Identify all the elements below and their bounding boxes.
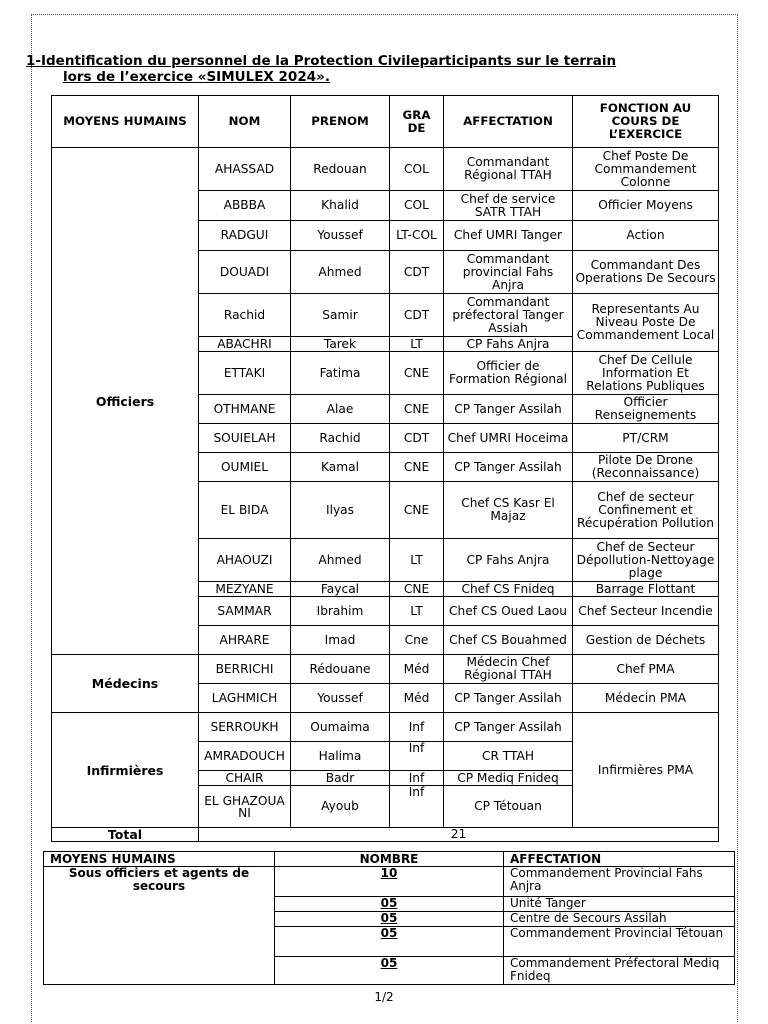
cell-nom: SERROUKH [199,713,291,742]
title-line-1: 1-Identification du personnel de la Protection Civileparticipants sur le terrain [26,53,617,69]
cell-prenom: Khalid [291,191,390,221]
table-row [52,655,719,684]
cell-affectation: Chef CS Kasr El Majaz [444,482,573,539]
cell-grade: Méd [390,655,444,684]
cell-affectation: Commandant provincial Fahs Anjra [444,251,573,294]
header-fonction: FONCTION AU COURS DE L’EXERCICE [573,96,719,148]
cell-grade: CNE [390,453,444,482]
summary-category: Sous officiers et agents de secours [44,867,275,985]
cell-affectation: Chef UMRI Hoceima [444,424,573,453]
cell-affectation: Chef CS Bouahmed [444,626,573,655]
table-row [52,713,719,742]
cell-nom: RADGUI [199,221,291,251]
cell-nom: EL BIDA [199,482,291,539]
cell-prenom: Rédouane [291,655,390,684]
cell-affectation: Commandant préfectoral Tanger Assiah [444,294,573,337]
cell-prenom: Samir [291,294,390,337]
cell-nom: ETTAKI [199,352,291,395]
cell-grade: COL [390,148,444,191]
cell-fonction: Chef Secteur Incendie [573,597,719,626]
cell-nom: AHAOUZI [199,539,291,582]
cell-nom: ABACHRI [199,337,291,352]
cell-grade: CNE [390,352,444,395]
cell-prenom: Badr [291,771,390,786]
cell-nom: AHRARE [199,626,291,655]
cell-prenom: Ayoub [291,786,390,828]
cell-prenom: Kamal [291,453,390,482]
cell-fonction: Action [573,221,719,251]
cell-prenom: Fatima [291,352,390,395]
personnel-table [51,95,719,842]
cell-affectation: CP Mediq Fnideq [444,771,573,786]
cell-affectation: CP Fahs Anjra [444,337,573,352]
cell-fonction: Médecin PMA [573,684,719,713]
cell-affectation: CR TTAH [444,742,573,771]
cell-fonction: Pilote De Drone (Reconnaissance) [573,453,719,482]
cell-nom: CHAIR [199,771,291,786]
cell-grade: LT [390,337,444,352]
cell-prenom: Ahmed [291,251,390,294]
cell-grade: COL [390,191,444,221]
cell-fonction: Infirmières PMA [573,713,719,828]
summary-affectation: Commandement Provincial Tétouan [504,927,735,957]
header-nom: NOM [199,96,291,148]
cell-grade: LT-COL [390,221,444,251]
cell-prenom: Alae [291,395,390,424]
cell-grade: CNE [390,395,444,424]
cell-prenom: Imad [291,626,390,655]
cell-prenom: Faycal [291,582,390,597]
cell-grade: Inf [390,713,444,742]
cell-grade: Inf [390,771,444,786]
header-prenom: PRENOM [291,96,390,148]
cell-grade: Cne [390,626,444,655]
cell-affectation: Chef CS Fnideq [444,582,573,597]
table-header-row [52,96,719,148]
cell-grade: Inf [390,786,444,828]
cell-nom: SAMMAR [199,597,291,626]
summary-row [44,867,735,897]
cell-fonction: Chef de secteur Confinement et Récupération Pollution [573,482,719,539]
summary-affectation: Centre de Secours Assilah [504,912,735,927]
cell-fonction: Representants Au Niveau Poste De Commandement Local [573,294,719,352]
cell-fonction: Chef de Secteur Dépollution-Nettoyage plage [573,539,719,582]
summary-nombre: 10 [275,867,504,897]
header-affectation: AFFECTATION [444,96,573,148]
cell-prenom: Oumaima [291,713,390,742]
cell-affectation: Commandant Régional TTAH [444,148,573,191]
cell-fonction: Officier Moyens [573,191,719,221]
summary-nombre: 05 [275,927,504,957]
cell-grade: CDT [390,424,444,453]
cell-affectation: CP Tanger Assilah [444,684,573,713]
summary-header-row [44,852,735,867]
cell-affectation: CP Tanger Assilah [444,713,573,742]
cell-grade: CNE [390,582,444,597]
cell-fonction: Commandant Des Operations De Secours [573,251,719,294]
summary-affectation: Commandement Provincial Fahs Anjra [504,867,735,897]
total-value: 21 [199,828,719,842]
summary-header-moyens: MOYENS HUMAINS [44,852,275,867]
summary-nombre: 05 [275,897,504,912]
cell-prenom: Youssef [291,221,390,251]
cell-prenom: Ibrahim [291,597,390,626]
summary-nombre: 05 [275,957,504,985]
table-row [52,148,719,191]
cell-fonction: PT/CRM [573,424,719,453]
cell-grade: CDT [390,294,444,337]
cell-affectation: Chef de service SATR TTAH [444,191,573,221]
summary-nombre: 05 [275,912,504,927]
cell-grade: CNE [390,482,444,539]
cell-prenom: Halima [291,742,390,771]
total-row [52,828,719,842]
cell-fonction: Chef Poste De Commandement Colonne [573,148,719,191]
cell-nom: Rachid [199,294,291,337]
total-label: Total [52,828,199,842]
summary-header-affectation: AFFECTATION [504,852,735,867]
cell-prenom: Tarek [291,337,390,352]
header-moyens: MOYENS HUMAINS [52,96,199,148]
cell-grade: Méd [390,684,444,713]
cell-fonction: Chef De Cellule Information Et Relations Publiques [573,352,719,395]
group-infirmieres: Infirmières [52,713,199,828]
cell-nom: EL GHAZOUANI [199,786,291,828]
document-title [26,53,726,85]
cell-affectation: Médecin Chef Régional TTAH [444,655,573,684]
cell-affectation: CP Tétouan [444,786,573,828]
cell-nom: BERRICHI [199,655,291,684]
cell-grade: CDT [390,251,444,294]
cell-grade: LT [390,597,444,626]
cell-affectation: CP Tanger Assilah [444,453,573,482]
title-line-2: lors de l’exercice «SIMULEX 2024». [63,69,330,85]
cell-fonction: Chef PMA [573,655,719,684]
cell-nom: SOUIELAH [199,424,291,453]
cell-fonction: Gestion de Déchets [573,626,719,655]
cell-prenom: Ilyas [291,482,390,539]
cell-grade: LT [390,539,444,582]
cell-prenom: Ahmed [291,539,390,582]
cell-nom: ABBBA [199,191,291,221]
cell-affectation: CP Fahs Anjra [444,539,573,582]
summary-affectation: Unité Tanger [504,897,735,912]
cell-affectation: Chef CS Oued Laou [444,597,573,626]
summary-affectation: Commandement Préfectoral Mediq Fnideq [504,957,735,985]
cell-nom: AMRADOUCH [199,742,291,771]
summary-table [43,851,735,985]
group-medecins: Médecins [52,655,199,713]
summary-header-nombre: NOMBRE [275,852,504,867]
page-number: 1/2 [374,990,394,1004]
cell-nom: DOUADI [199,251,291,294]
cell-prenom: Redouan [291,148,390,191]
header-grade: GRA DE [390,96,444,148]
cell-prenom: Rachid [291,424,390,453]
cell-prenom: Youssef [291,684,390,713]
group-officiers: Officiers [52,148,199,655]
cell-fonction: Barrage Flottant [573,582,719,597]
cell-affectation: Chef UMRI Tanger [444,221,573,251]
cell-nom: AHASSAD [199,148,291,191]
cell-grade: Inf [390,742,444,771]
cell-nom: OUMIEL [199,453,291,482]
cell-affectation: CP Tanger Assilah [444,395,573,424]
cell-nom: OTHMANE [199,395,291,424]
cell-affectation: Officier de Formation Régional [444,352,573,395]
cell-nom: MEZYANE [199,582,291,597]
cell-fonction: Officier Renseignements [573,395,719,424]
cell-nom: LAGHMICH [199,684,291,713]
